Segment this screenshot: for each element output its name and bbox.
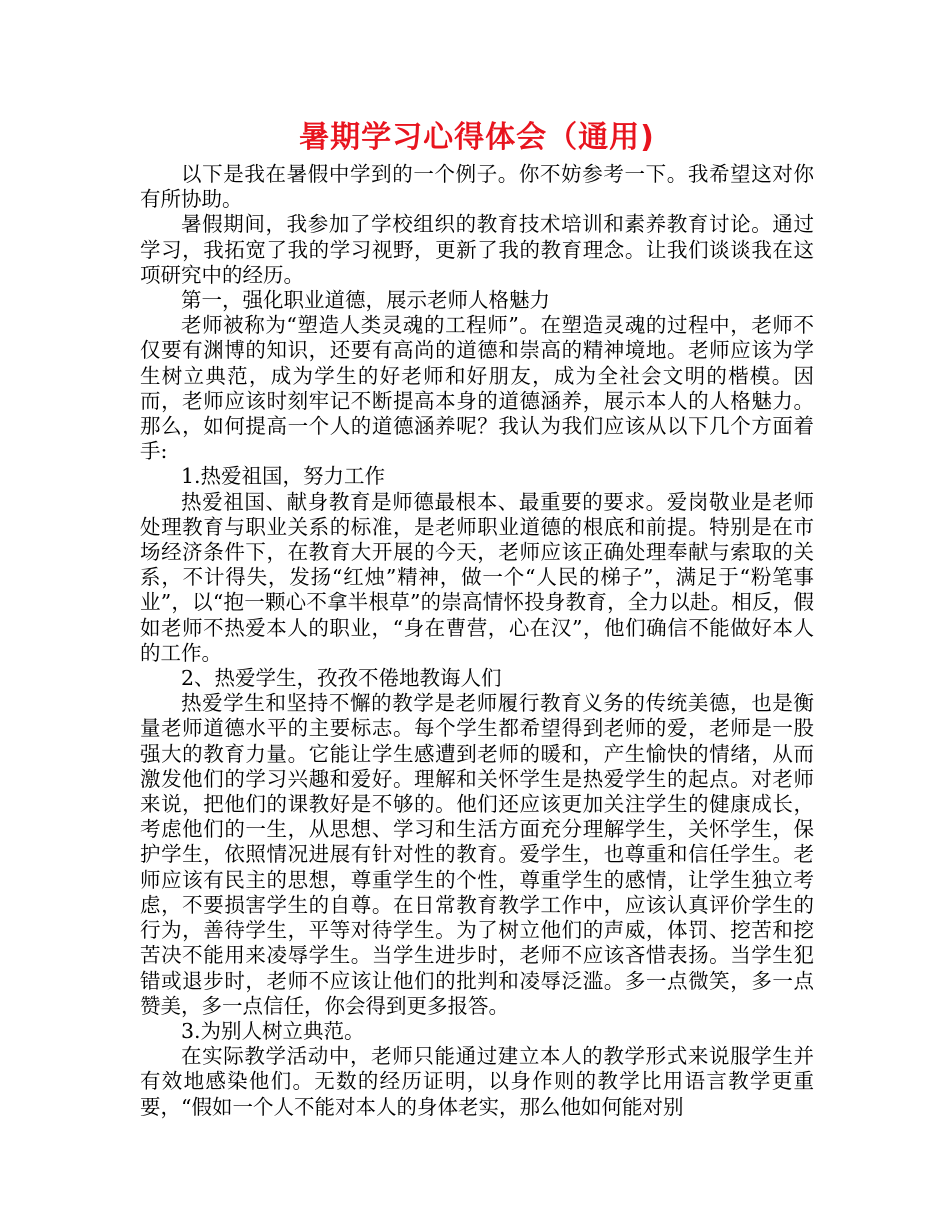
subheading-set-example: 3.为别人树立典范。 [181,1018,365,1043]
paragraph-intro: 以下是我在暑假中学到的一个例子。你不妨参考一下。我希望这对你有所协助。 [140,162,814,212]
subheading-love-students: 2、热爱学生，孜孜不倦地教诲人们 [181,666,502,691]
document-title: 暑期学习心得体会（通用) [299,120,655,155]
paragraph-love-country: 热爱祖国、献身教育是师德最根本、最重要的要求。爱岗敬业是老师处理教育与职业关系的标准，是老师职业道德的根底和前提。特别是在市场经济条件下，在教育大开展的今天，老师应该正确处理奉献与索取的关系，不计得失，发扬“红烛”精神，做一个“人民的梯子”，满足于“粉笔事业”，以“抱一颗心不拿半根草”的崇高情怀投身教育，全力以赴。相反，假如老师不热爱本人的职业，“身在曹营，心在汉”，他们确信不能做好本人的工作。 [140,489,814,665]
paragraph-love-students: 热爱学生和坚持不懈的教学是老师履行教育义务的传统美德，也是衡量老师道德水平的主要标志。每个学生都希望得到老师的爱，老师是一股强大的教育力量。它能让学生感遭到老师的暖和，产生愉快的情绪，从而激发他们的学习兴趣和爱好。理解和关怀学生是热爱学生的起点。对老师来说，把他们的课教好是不够的。他们还应该更加关注学生的健康成长，考虑他们的一生，从思想、学习和生活方面充分理解学生，关怀学生，保护学生，依照情况进展有针对性的教育。爱学生，也尊重和信任学生。老师应该有民主的思想，尊重学生的个性，尊重学生的感情，让学生独立考虑，不要损害学生的自尊。在日常教育教学工作中，应该认真评价学生的行为，善待学生，平等对待学生。为了树立他们的声威，体罚、挖苦和挖苦决不能用来凌辱学生。当学生进步时，老师不应该吝惜表扬。当学生犯错或退步时，老师不应该让他们的批判和凌辱泛滥。多一点微笑，多一点赞美，多一点信任，你会得到更多报答。 [140,691,814,1018]
document-page [140,118,814,1120]
section-heading-ethics: 第一，强化职业道德，展示老师人格魅力 [181,288,550,313]
paragraph-ethics: 老师被称为“塑造人类灵魂的工程师”。在塑造灵魂的过程中，老师不仅要有渊博的知识，还要有高尚的道德和崇高的精神境地。老师应该为学生树立典范，成为学生的好老师和好朋友，成为全社会文明的楷模。因而，老师应该时刻牢记不断提高本身的道德涵养，展示本人的人格魅力。那么，如何提高一个人的道德涵养呢？我认为我们应该从以下几个方面着手: [140,313,814,464]
subheading-love-country: 1.热爱祖国，努力工作 [181,464,386,489]
paragraph-set-example: 在实际教学活动中，老师只能通过建立本人的教学形式来说服学生并有效地感染他们。无数的经历证明，以身作则的教学比用语言教学更重要，“假如一个人不能对本人的身体老实，那么他如何能对别 [140,1044,814,1119]
paragraph-summer-training: 暑假期间，我参加了学校组织的教育技术培训和素养教育讨论。通过学习，我拓宽了我的学习视野，更新了我的教育理念。让我们谈谈我在这项研究中的经历。 [140,212,814,287]
